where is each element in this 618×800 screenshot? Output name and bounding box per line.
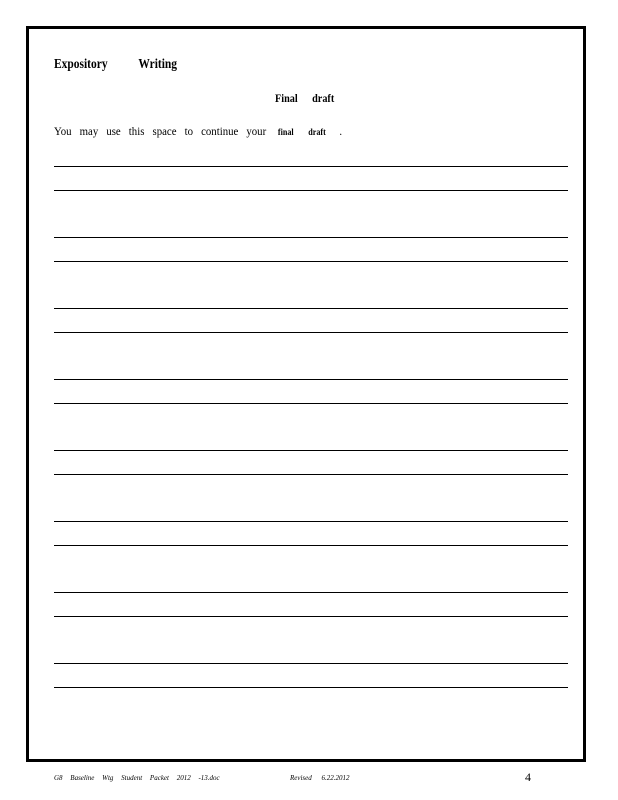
writing-line	[54, 616, 568, 617]
footer-revised-label: Revised 6.22.2012	[290, 774, 350, 782]
writing-line	[54, 592, 568, 593]
subheading-word-draft: draft	[312, 91, 335, 105]
writing-line	[54, 308, 568, 309]
writing-line	[54, 663, 568, 664]
writing-line	[54, 166, 568, 167]
writing-line	[54, 237, 568, 238]
instruction-emphasis: final draft	[277, 127, 326, 137]
writing-line	[54, 403, 568, 404]
writing-line	[54, 379, 568, 380]
writing-line	[54, 687, 568, 688]
instruction-period: .	[339, 124, 343, 138]
instruction-main: You may use this space to continue your	[54, 124, 267, 138]
writing-line	[54, 332, 568, 333]
writing-line	[54, 190, 568, 191]
heading-word-writing: Writing	[138, 57, 178, 72]
writing-line	[54, 521, 568, 522]
document-subheading	[275, 91, 334, 106]
page-number: 4	[525, 770, 531, 784]
heading-word-expository: Expository	[54, 57, 108, 72]
writing-line	[54, 545, 568, 546]
writing-line	[54, 474, 568, 475]
writing-line	[54, 450, 568, 451]
document-heading	[54, 57, 177, 73]
instruction-text	[54, 124, 342, 139]
subheading-word-final: Final	[275, 91, 298, 105]
footer-file-label: G8 Baseline Wtg Student Packet 2012 -13.doc	[54, 774, 220, 782]
writing-line	[54, 261, 568, 262]
